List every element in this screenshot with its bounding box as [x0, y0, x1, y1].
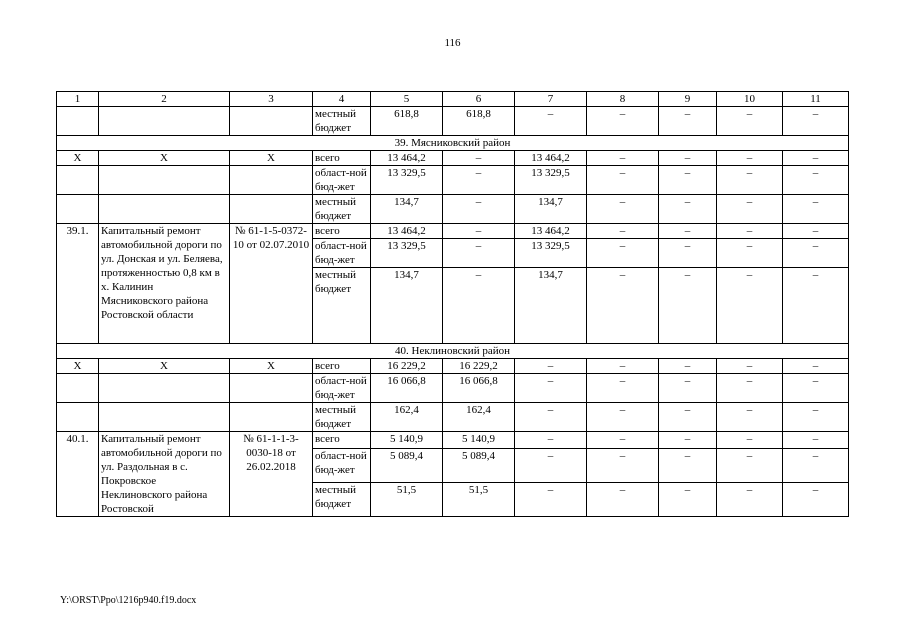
table-cell: 13 464,2 [371, 151, 443, 166]
table-cell: 5 089,4 [371, 449, 443, 483]
table-row [57, 432, 849, 449]
table-cell: – [515, 374, 587, 403]
table-cell: – [717, 224, 783, 239]
table-cell: – [783, 483, 849, 517]
table-cell: 13 464,2 [515, 151, 587, 166]
table-row [57, 403, 849, 432]
table-cell: – [659, 359, 717, 374]
table-cell [57, 403, 99, 432]
table-cell: 51,5 [371, 483, 443, 517]
header-cell: 9 [659, 92, 717, 107]
table-cell: 5 140,9 [371, 432, 443, 449]
table-cell [57, 166, 99, 195]
section-title: 39. Мясниковский район [57, 136, 849, 151]
table-cell: – [515, 449, 587, 483]
table-cell [99, 107, 230, 136]
table-cell: – [587, 374, 659, 403]
table-cell: – [659, 374, 717, 403]
table-cell: – [717, 107, 783, 136]
table-cell: 5 140,9 [443, 432, 515, 449]
table-cell: – [659, 107, 717, 136]
table-row [57, 224, 849, 239]
table-cell: – [659, 268, 717, 344]
table-cell: – [515, 432, 587, 449]
table-cell: – [659, 195, 717, 224]
table-cell: 618,8 [371, 107, 443, 136]
table-cell: – [443, 151, 515, 166]
table-cell: X [57, 151, 99, 166]
table-cell: 134,7 [515, 268, 587, 344]
table-cell: – [783, 195, 849, 224]
table-cell: местный бюджет [313, 268, 371, 344]
table-cell: – [659, 166, 717, 195]
table-cell: – [783, 403, 849, 432]
table-cell: – [515, 107, 587, 136]
table-cell: 162,4 [371, 403, 443, 432]
table-cell: – [443, 166, 515, 195]
table-cell: 134,7 [515, 195, 587, 224]
table-cell: всего [313, 151, 371, 166]
table-cell [99, 403, 230, 432]
table-cell: – [659, 239, 717, 268]
table-cell: – [783, 432, 849, 449]
table-cell: X [57, 359, 99, 374]
table-cell: – [443, 195, 515, 224]
table-cell: – [717, 166, 783, 195]
table-cell: – [717, 403, 783, 432]
table-cell: – [717, 374, 783, 403]
item-document: № 61-1-5-0372-10 от 02.07.2010 [230, 224, 313, 344]
table-cell: – [587, 403, 659, 432]
table-cell: – [587, 239, 659, 268]
table-cell: – [587, 166, 659, 195]
table-cell [230, 374, 313, 403]
table-cell [99, 195, 230, 224]
table-row [57, 151, 849, 166]
table-cell: – [587, 449, 659, 483]
table-cell: 16 229,2 [371, 359, 443, 374]
header-cell: 10 [717, 92, 783, 107]
table-cell: – [717, 449, 783, 483]
table-cell: – [783, 151, 849, 166]
table-cell: 134,7 [371, 195, 443, 224]
table-cell: – [783, 107, 849, 136]
table-cell: – [587, 359, 659, 374]
header-cell: 8 [587, 92, 659, 107]
table-cell: 13 329,5 [371, 239, 443, 268]
page-number: 116 [444, 37, 461, 49]
table-cell: местный бюджет [313, 107, 371, 136]
table-cell: X [99, 151, 230, 166]
table-cell: 134,7 [371, 268, 443, 344]
table-cell: – [659, 449, 717, 483]
header-cell: 7 [515, 92, 587, 107]
table-cell [99, 166, 230, 195]
table-cell: – [717, 432, 783, 449]
table-cell: X [99, 359, 230, 374]
table-cell: – [587, 268, 659, 344]
table-cell: местный бюджет [313, 483, 371, 517]
table-cell: местный бюджет [313, 403, 371, 432]
table-cell: – [717, 268, 783, 344]
table-cell: – [443, 224, 515, 239]
table-cell: – [515, 483, 587, 517]
section-row [57, 136, 849, 151]
table-cell: 13 464,2 [371, 224, 443, 239]
header-cell: 6 [443, 92, 515, 107]
table-cell: – [783, 166, 849, 195]
table-cell: – [783, 268, 849, 344]
table-cell: местный бюджет [313, 195, 371, 224]
table-cell: – [587, 432, 659, 449]
table-cell: 13 329,5 [515, 239, 587, 268]
budget-table [56, 91, 849, 517]
table-cell: – [717, 195, 783, 224]
table-cell: област-ной бюд-жет [313, 449, 371, 483]
table-cell: – [717, 151, 783, 166]
item-description: Капитальный ремонт автомобильной дороги по ул. Донская и ул. Беляева, протяженностью 0,8 км в х. Калинин Мясниковского района Ростовской области [99, 224, 230, 344]
header-cell: 4 [313, 92, 371, 107]
table-cell: – [587, 224, 659, 239]
item-description: Капитальный ремонт автомобильной дороги по ул. Раздольная в с. Покровское Неклиновского района Ростовской [99, 432, 230, 517]
table-cell: 16 066,8 [443, 374, 515, 403]
table-cell [230, 195, 313, 224]
item-number: 39.1. [57, 224, 99, 344]
table-row [57, 195, 849, 224]
table-cell: – [587, 195, 659, 224]
table-cell: X [230, 359, 313, 374]
table-cell: всего [313, 359, 371, 374]
table-cell: 5 089,4 [443, 449, 515, 483]
table-cell: – [717, 239, 783, 268]
header-row [57, 92, 849, 107]
table-cell: 13 329,5 [371, 166, 443, 195]
table-row [57, 359, 849, 374]
item-document: № 61-1-1-3-0030-18 от 26.02.2018 [230, 432, 313, 517]
table-cell [57, 374, 99, 403]
table-cell: – [783, 449, 849, 483]
table-cell: – [717, 483, 783, 517]
table-cell: – [515, 359, 587, 374]
table-cell: 16 229,2 [443, 359, 515, 374]
table-cell: – [659, 224, 717, 239]
section-row [57, 344, 849, 359]
table-cell: – [659, 432, 717, 449]
table-cell: – [443, 239, 515, 268]
table-cell: X [230, 151, 313, 166]
table-cell: – [515, 403, 587, 432]
header-cell: 3 [230, 92, 313, 107]
table-cell: – [659, 403, 717, 432]
table-cell: 16 066,8 [371, 374, 443, 403]
table-cell: област-ной бюд-жет [313, 239, 371, 268]
table-cell: 618,8 [443, 107, 515, 136]
table-cell: – [717, 359, 783, 374]
table-cell: – [783, 359, 849, 374]
header-cell: 1 [57, 92, 99, 107]
table-cell [99, 374, 230, 403]
table-cell: – [783, 239, 849, 268]
table-cell [57, 195, 99, 224]
table-cell: – [587, 483, 659, 517]
header-cell: 5 [371, 92, 443, 107]
table-cell: – [659, 483, 717, 517]
table-cell: – [587, 107, 659, 136]
header-cell: 11 [783, 92, 849, 107]
table-cell [230, 403, 313, 432]
table-cell: област-ной бюд-жет [313, 374, 371, 403]
table-cell [230, 166, 313, 195]
table-row [57, 374, 849, 403]
table-cell: 162,4 [443, 403, 515, 432]
table-cell: – [587, 151, 659, 166]
table-cell: – [443, 268, 515, 344]
table-cell: 13 329,5 [515, 166, 587, 195]
file-path-footer: Y:\ORST\Ppo\1216p940.f19.docx [60, 595, 197, 606]
table-cell: област-ной бюд-жет [313, 166, 371, 195]
table-cell: всего [313, 432, 371, 449]
table-cell: 51,5 [443, 483, 515, 517]
table-cell [57, 107, 99, 136]
table-cell: 13 464,2 [515, 224, 587, 239]
header-cell: 2 [99, 92, 230, 107]
table-cell [230, 107, 313, 136]
item-number: 40.1. [57, 432, 99, 517]
table-cell: – [783, 374, 849, 403]
table-cell: всего [313, 224, 371, 239]
table-row [57, 166, 849, 195]
section-title: 40. Неклиновский район [57, 344, 849, 359]
table-cell: – [659, 151, 717, 166]
table-cell: – [783, 224, 849, 239]
table-row [57, 107, 849, 136]
